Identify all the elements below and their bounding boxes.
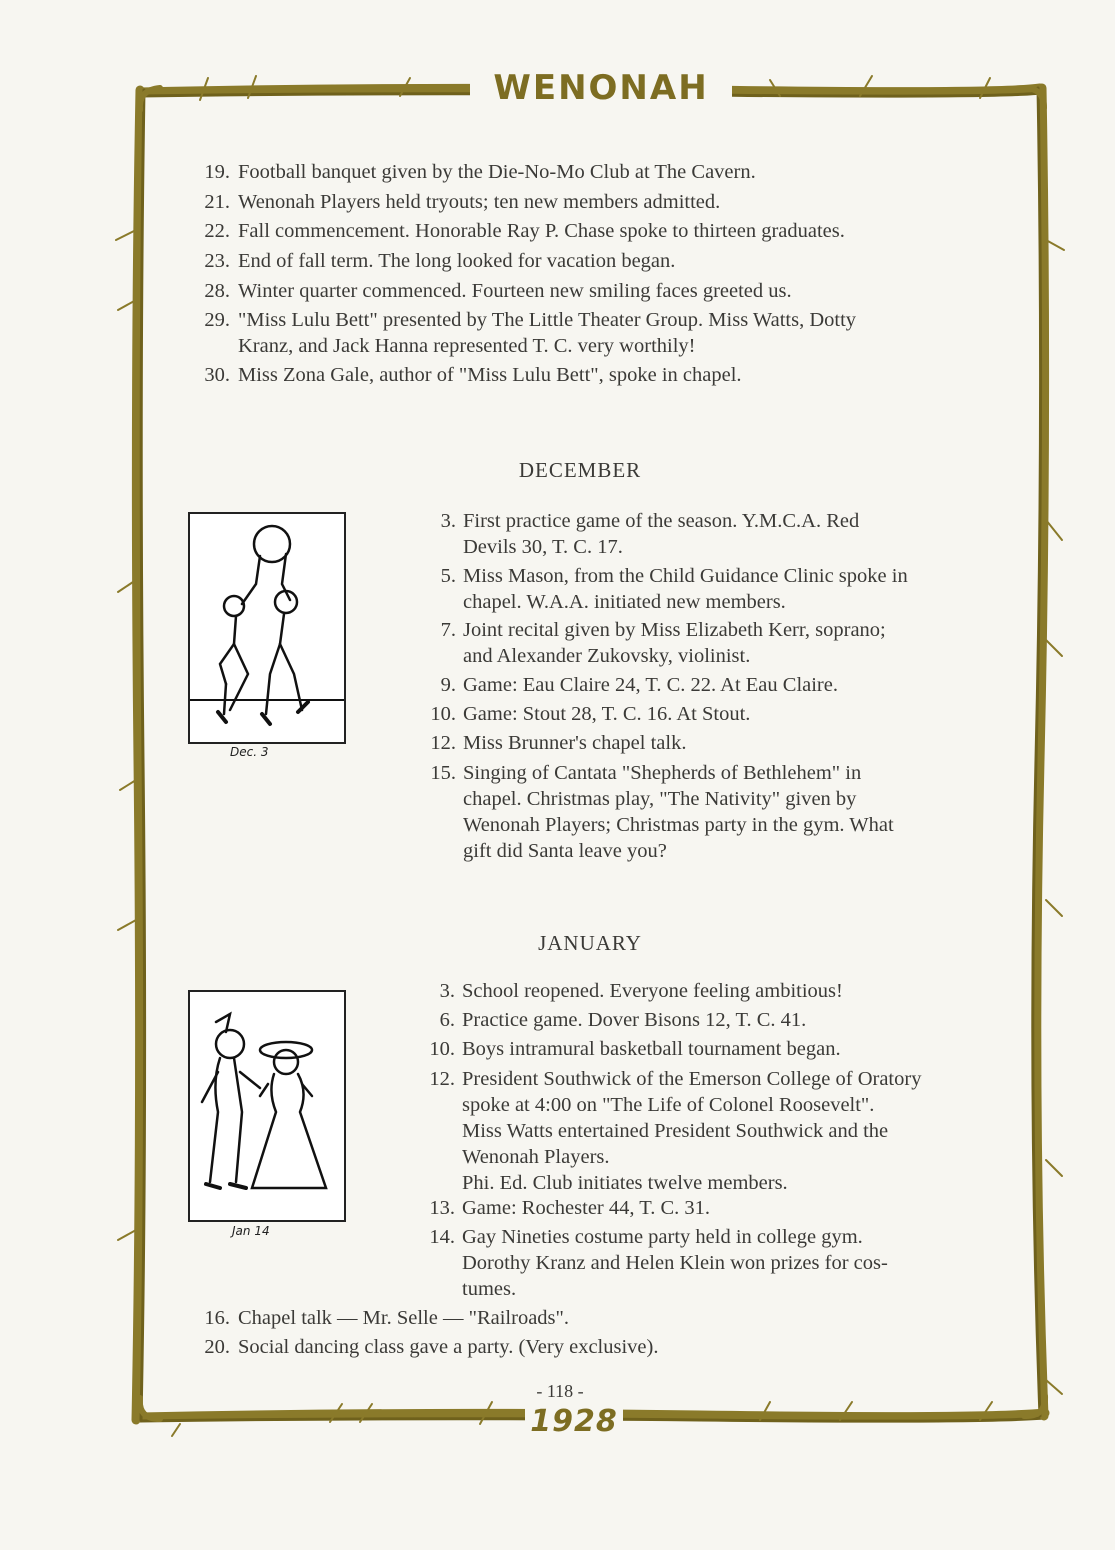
entry-text: President Southwick of the Emerson College of Oratory	[462, 1068, 922, 1090]
entry-text: End of fall term. The long looked for vacation began.	[238, 250, 676, 272]
entry-text: "Miss Lulu Bett" presented by The Little Theater Group. Miss Watts, Dotty	[238, 309, 857, 331]
entry-text: Fall commencement. Honorable Ray P. Chase spoke to thirteen graduates.	[238, 220, 845, 242]
entry-text-line-2: spoke at 4:00 on "The Life of Colonel Roosevelt".	[462, 1094, 875, 1116]
list-item	[186, 1335, 1006, 1361]
list-item	[186, 190, 1006, 216]
list-item	[411, 1196, 991, 1222]
entry-text-line-2: Devils 30, T. C. 17.	[463, 536, 623, 558]
illustration-costume-party	[188, 990, 346, 1222]
entry-day: 14.	[429, 1226, 455, 1248]
page-number: - 118 -	[536, 1381, 584, 1401]
entry-day: 22.	[204, 220, 230, 242]
entry-day: 3.	[440, 510, 456, 532]
entry-text: Chapel talk — Mr. Selle — "Railroads".	[238, 1307, 570, 1329]
illustration-caption-dec: Dec. 3	[230, 745, 269, 759]
entry-text: Game: Eau Claire 24, T. C. 22. At Eau Claire.	[463, 674, 838, 696]
entry-day: 23.	[204, 250, 230, 272]
entry-text: Football banquet given by the Die-No-Mo Club at The Cavern.	[238, 161, 756, 183]
footer-year-1928: 1928	[525, 1404, 623, 1440]
list-item	[412, 509, 992, 561]
list-item	[186, 1306, 1006, 1332]
entry-text-line-2: and Alexander Zukovsky, violinist.	[463, 645, 751, 667]
entry-text: Boys intramural basketball tournament began.	[462, 1038, 841, 1060]
illustration-caption-jan: Jan 14	[232, 1224, 270, 1238]
list-item	[412, 618, 992, 670]
entry-text: Miss Brunner's chapel talk.	[463, 732, 687, 754]
list-item	[412, 673, 992, 699]
entry-text: Singing of Cantata "Shepherds of Bethlehem" in	[463, 762, 862, 784]
entry-text: Gay Nineties costume party held in college gym.	[462, 1226, 863, 1248]
entry-text-line-2: Kranz, and Jack Hanna represented T. C. very worthily!	[238, 335, 696, 357]
entry-text: Practice game. Dover Bisons 12, T. C. 41.	[462, 1009, 807, 1031]
entry-text-line-3: Miss Watts entertained President Southwick and the	[462, 1120, 889, 1142]
list-item	[411, 979, 991, 1005]
entry-text-line-5: Phi. Ed. Club initiates twelve members.	[462, 1172, 788, 1194]
entry-text: Winter quarter commenced. Fourteen new smiling faces greeted us.	[238, 280, 792, 302]
list-item	[186, 308, 1006, 360]
entry-text: First practice game of the season. Y.M.C.A. Red	[463, 510, 860, 532]
basketball-drawing-icon	[190, 514, 344, 742]
costume-drawing-icon	[190, 992, 344, 1220]
entry-text: Social dancing class gave a party. (Very exclusive).	[238, 1336, 659, 1358]
entry-day: 29.	[204, 309, 230, 331]
entry-day: 10.	[429, 1038, 455, 1060]
entry-day: 12.	[430, 732, 456, 754]
entry-text-line-3: tumes.	[462, 1278, 517, 1300]
entry-text-line-2: chapel. W.A.A. initiated new members.	[463, 591, 786, 613]
list-item	[186, 249, 1006, 275]
entry-day: 13.	[429, 1197, 455, 1219]
list-item	[186, 279, 1006, 305]
list-item	[186, 363, 1006, 389]
list-item	[411, 1008, 991, 1034]
entry-text-line-3: Wenonah Players; Christmas party in the gym. What	[463, 814, 894, 836]
entry-text-line-2: chapel. Christmas play, "The Nativity" given by	[463, 788, 857, 810]
month-heading-january: JANUARY	[538, 931, 642, 955]
entry-text: Miss Zona Gale, author of "Miss Lulu Bett", spoke in chapel.	[238, 364, 742, 386]
illustration-basketball-players	[188, 512, 346, 744]
list-item	[412, 702, 992, 728]
entry-day: 30.	[204, 364, 230, 386]
entry-text: Wenonah Players held tryouts; ten new members admitted.	[238, 191, 721, 213]
entry-text: Game: Stout 28, T. C. 16. At Stout.	[463, 703, 751, 725]
entry-day: 21.	[204, 191, 230, 213]
list-item	[412, 564, 992, 616]
entry-day: 28.	[204, 280, 230, 302]
entry-day: 9.	[440, 674, 456, 696]
entry-day: 12.	[429, 1068, 455, 1090]
entry-day: 6.	[439, 1009, 455, 1031]
list-item	[186, 219, 1006, 245]
list-item	[412, 761, 992, 865]
list-item	[411, 1037, 991, 1063]
entry-day: 16.	[204, 1307, 230, 1329]
entry-text: Joint recital given by Miss Elizabeth Kerr, soprano;	[463, 619, 886, 641]
entry-day: 10.	[430, 703, 456, 725]
entry-text-line-4: gift did Santa leave you?	[463, 840, 667, 862]
entry-text-line-2: Dorothy Kranz and Helen Klein won prizes for cos-	[462, 1252, 888, 1274]
list-item	[186, 160, 1006, 186]
entry-day: 15.	[430, 762, 456, 784]
list-item	[411, 1225, 991, 1303]
entry-text: Game: Rochester 44, T. C. 31.	[462, 1197, 711, 1219]
entry-text: Miss Mason, from the Child Guidance Clinic spoke in	[463, 565, 908, 587]
entry-day: 7.	[440, 619, 456, 641]
entry-day: 20.	[204, 1336, 230, 1358]
list-item	[412, 731, 992, 757]
entry-day: 19.	[204, 161, 230, 183]
entry-text: School reopened. Everyone feeling ambitious!	[462, 980, 843, 1002]
month-heading-december: DECEMBER	[518, 458, 642, 482]
entry-day: 5.	[440, 565, 456, 587]
list-item	[411, 1067, 991, 1197]
entry-day: 3.	[439, 980, 455, 1002]
entry-text-line-4: Wenonah Players.	[462, 1146, 610, 1168]
header-title-wenonah: WENONAH	[470, 68, 732, 108]
